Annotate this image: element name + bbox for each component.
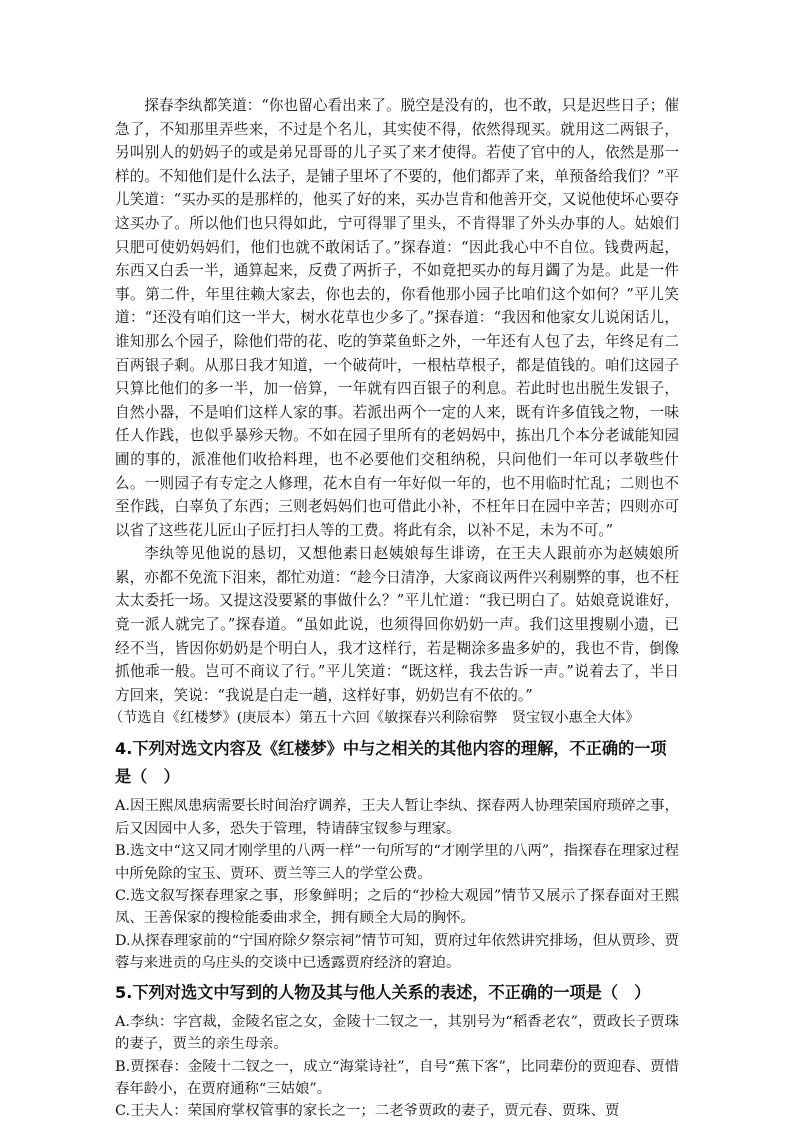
question-4-option-a: A.因王熙凤患病需要长时间治疗调养，王夫人暂让李纨、探春两人协理荣国府琐碎之事，后又因园中人多，恐失于管理，特请薛宝钗参与理家。 [115,798,679,837]
question-4-option-b: B.选文中“这又同才刚学里的八两一样”一句所写的“才刚学里的八两”，指探春在理家过程中所免除的宝玉、贾环、贾兰等三人的学堂公费。 [115,843,679,882]
question-4-option-c: C.选文叙写探春理家之事，形象鲜明；之后的“抄检大观园”情节又展示了探春面对王熙凤、王善保家的搜检能委曲求全，拥有顾全大局的胸怀。 [115,888,679,927]
question-5-option-c: C.王夫人：荣国府掌权管事的家长之一；二老爷贾政的妻子，贾元春、贾珠、贾 [115,1103,620,1120]
question-5-option-a: A.李纨：字宫裁，金陵名宦之女，金陵十二钗之一，其别号为“稻香老农”，贾政长子贾珠的妻子，贾兰的亲生母亲。 [115,1013,679,1053]
passage-source: （节选自《红楼梦》(庚辰本）第五十六回《敏探春兴利除宿弊 贤宝钗小惠全大体》 [109,710,640,727]
passage-paragraph-1: 探春李纨都笑道：“你也留心看出来了。脱空是没有的，也不敢，只是迟些日子；催急了，不知那里弄些来，不过是个名儿，其实使不得，依然得现买。就用这二两银子，另叫别人的奶妈子的或是弟兄哥哥的儿子买了来才使得。若使了官中的人，依然是那一样的。不知他们是什么法子，是铺子里坏了不要的，他们都弄了来，单预备给我们？”平儿笑道：“买办买的是那样的，他买了好的来，买办岂肯和他善开交，又说他使坏心要夺这买办了。所以他们也只得如此，宁可得罪了里头，不肯得罪了外头办事的人。姑娘们只肥可使奶妈妈们，他们也就不敢闲话了。”探春道：“因此我心中不自位。钱费两起，东西又白丢一半，通算起来，反费了两折子，不如竟把买办的每月蠲了为是。此是一件事。第二件，年里往赖大家去，你也去的，你看他那小园子比咱们这个如何？”平儿笑道：“还没有咱们这一半大，树水花草也少多了。”探春道：“我因和他家女儿说闲话儿，谁知那么个园子，除他们带的花、吃的笋菜鱼虾之外，一年还有人包了去，年终足有二百两银子剩。从那日我才知道，一个破荷叶，一根枯草根子，都是值钱的。咱们这园子只算比他们的多一半，加一倍算，一年就有四百银子的利息。若此时也出脱生发银子，自然小器，不是咱们这样人家的事。若派出两个一定的人来，既有许多值钱之物，一味任人作践，也似乎暴殄天物。不如在园子里所有的老妈妈中，拣出几个本分老诚能知园圃的事的，派准他们收拾料理，也不必要他们交租纳税，只问他们一年可以孝敬些什么。一则园子有专定之人修理，花木自有一年好似一年的，也不用临时忙乱；二则也不至作践，白辜负了东西；三则老妈妈们也可借此小补，不枉年日在园中辛苦；四则亦可以省了这些花儿匠山子匠打扫人等的工费。将此有余，以补不足，未为不可。” [115,97,679,539]
question-4-stem: 4.下列对选文内容及《红楼梦》中与之相关的其他内容的理解，不正确的一项是（ ） [115,739,667,787]
question-4-option-d: D.从探春理家前的“宁国府除夕祭宗祠”情节可知，贾府过年依然讲究排场，但从贾珍、贾蓉与来进贡的乌庄头的交谈中已透露贾府经济的窘迫。 [115,932,679,972]
question-5-stem: 5.下列对选文中写到的人物及其与他人关系的表述，不正确的一项是（ ） [115,982,651,1002]
passage-paragraph-2: 李纨等见他说的恳切，又想他素日赵姨娘每生诽谤，在王夫人跟前亦为赵姨娘所累，亦都不免流下泪来，都忙劝道：“趁今日清净，大家商议两件兴利剔弊的事，也不枉太太委托一场。又提这没要紧的事做什么？”平儿忙道：“我已明白了。姑娘竟说谁好，竟一派人就完了。”探春道。“虽如此说，也须得回你奶奶一声。我们这里搜剔小遗，已经不当，皆因你奶奶是个明白人，我才这样行，若是糊涂多蛊多妒的，我也不肯，倒像抓他乖一般。岂可不商议了行。”平儿笑道：“既这样，我去告诉一声。”说着去了，半日方回来，笑说：“我说是白走一趟，这样好事，奶奶岂有不依的。” [115,545,679,704]
question-5-option-b: B.贾探春：金陵十二钗之一，成立“海棠诗社”，自号“蕉下客”，比同辈份的贾迎春、贾惜春年龄小，在贾府通称“三姑娘”。 [115,1058,679,1097]
